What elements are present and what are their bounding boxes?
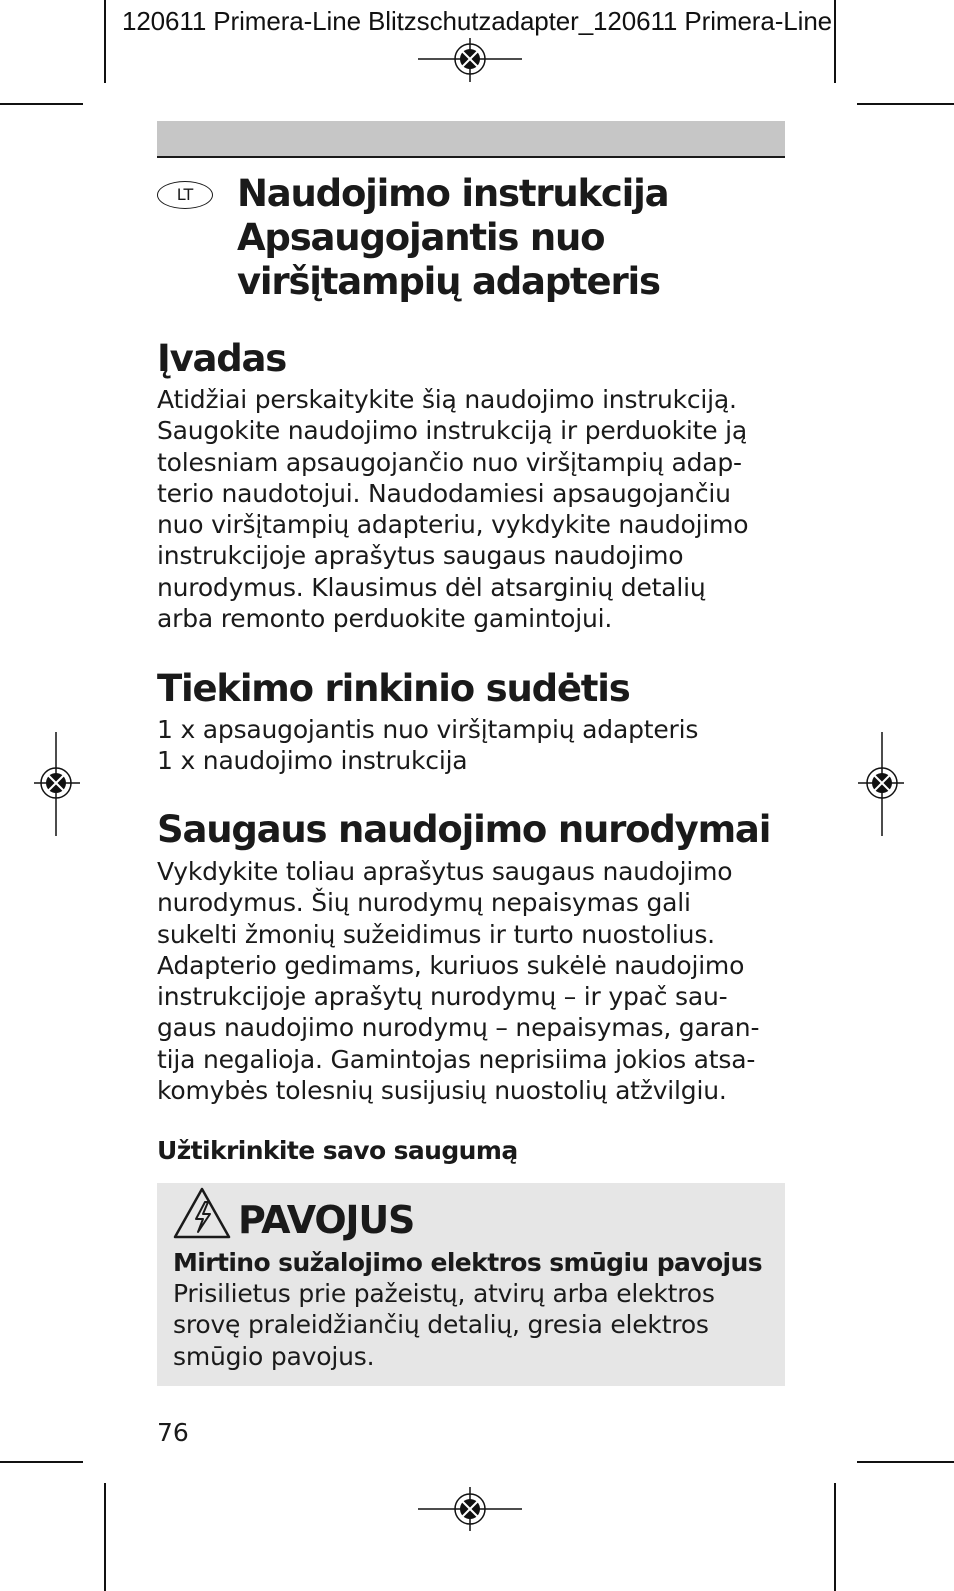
crop-mark [857,103,954,105]
crop-mark [834,1483,836,1591]
text-line: gaus naudojimo nurodymų – nepaisymas, garan- [157,1013,760,1043]
crop-mark [0,1461,83,1463]
registration-mark-icon [418,1487,522,1531]
text-line: instrukcijoje aprašytų nurodymų – ir ypač sau- [157,982,728,1012]
text-line: Saugokite naudojimo instrukciją ir perduokite ją [157,416,748,446]
title-line: viršįtampių adapteris [237,260,660,303]
contents-list [157,714,797,777]
text-line: Adapterio gedimams, kuriuos sukėlė naudojimo [157,950,745,980]
danger-subtitle: Mirtino sužalojimo elektros smūgiu pavojus [173,1248,763,1277]
registration-mark-icon [858,732,904,836]
text-line: Atidžiai perskaitykite šią naudojimo instrukciją. [157,385,737,414]
safety-paragraph [157,856,797,1106]
text-line: nuo viršįtampių adapteriu, vykdykite naudojimo [157,510,749,540]
header-bar [157,121,785,156]
document-title [237,172,797,304]
text-line: arba remonto perduokite gamintojui. [157,604,613,634]
list-item: 1 x apsaugojantis nuo viršįtampių adapteris [157,715,699,744]
high-voltage-warning-icon [172,1186,232,1240]
text-line: Vykdykite toliau aprašytus saugaus naudojimo [157,857,733,886]
text-line: srovę praleidžiančių detalių, gresia elektros [173,1310,709,1340]
danger-title: PAVOJUS [238,1198,415,1242]
header-rule [157,156,785,158]
registration-mark-icon [34,732,80,836]
text-line: smūgio pavojus. [173,1341,375,1371]
crop-mark [0,103,83,105]
crop-mark [104,0,106,83]
crop-mark [834,0,836,83]
text-line: tija negalioja. Gamintojas neprisiima jokios atsa- [157,1044,756,1074]
text-line: nurodymus. Šių nurodymų nepaisymas gali [157,888,691,918]
intro-paragraph [157,384,797,634]
text-line: nurodymus. Klausimus dėl atsarginių detalių [157,572,706,602]
title-line: Apsaugojantis nuo [237,216,605,259]
crop-mark [857,1461,954,1463]
text-line: Prisilietus prie pažeistų, atvirų arba elektros [173,1279,715,1308]
registration-mark-icon [418,38,522,82]
text-line: terio naudotojui. Naudodamiesi apsaugojančiu [157,478,731,508]
section-heading-safety: Saugaus naudojimo nurodymai [157,808,771,851]
language-badge: LT [157,181,213,209]
safety-subheading: Užtikrinkite savo saugumą [157,1136,518,1165]
list-item: 1 x naudojimo instrukcija [157,746,468,776]
text-line: tolesniam apsaugojančio nuo viršįtampių adap- [157,447,742,477]
crop-mark [104,1483,106,1591]
text-line: instrukcijoje aprašytus saugaus naudojimo [157,541,684,571]
section-heading-contents: Tiekimo rinkinio sudėtis [157,667,630,710]
text-line: sukelti žmonių sužeidimus ir turto nuostolius. [157,919,715,949]
title-line: Naudojimo instrukcija [237,172,669,215]
page-number: 76 [157,1418,189,1447]
section-heading-intro: Įvadas [157,337,287,380]
danger-text [173,1278,715,1372]
print-file-header: 120611 Primera-Line Blitzschutzadapter_120611 Primera-Line [121,6,833,36]
text-line: komybės tolesnių susijusių nuostolių atžvilgiu. [157,1076,727,1106]
